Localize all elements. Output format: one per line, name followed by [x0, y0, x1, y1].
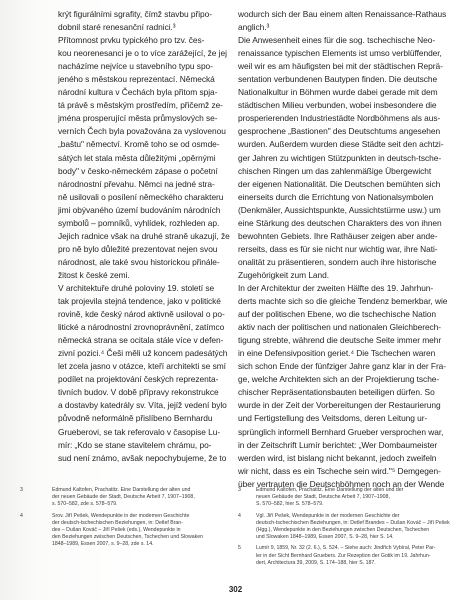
text-line: weil wir es am häufigsten bei mit der städtischen Reprä- [238, 61, 443, 72]
footnote-line: S. 570–582, hier S. 578–579. [256, 501, 324, 508]
footnote-line: Vgl. Jiří Pešek, Wendepunkte in der modernen Geschichte der [256, 512, 400, 519]
text-line: sich schon Ende der fünfziger Jahre ganz klar in der Fra- [238, 361, 447, 372]
text-line: verních Čech byla považována za vyslovenou [58, 126, 226, 137]
text-line: chischer Repräsentationsbauten beteiligen dürfen. So [238, 387, 435, 398]
text-line: wurden. Außerdem wurden diese Städte seit den achtzi- [238, 139, 444, 150]
text-line: rovině, kde český národ aktivně usiloval o po- [58, 309, 225, 320]
text-line: tivních budov. V době přípravy rekonstrukce [58, 387, 219, 398]
footnote-line: Edmund Kaltofen, Prachatitz. Eine Darstellung der alten und der [256, 487, 404, 493]
text-line: Přítomnost prvku typického pro tzv. čes- [58, 35, 205, 46]
text-line: in eine Defensivposition geriet.⁴ Die Tschechen waren [238, 348, 436, 359]
page-number: 302 [228, 585, 243, 594]
text-line: litické a národnostní zrovnoprávnění, zatímco [58, 322, 225, 333]
text-line: onalität zu präsentieren, sondern auch ihre historische [238, 256, 437, 267]
text-line: der eigenen Nationalität. Die Deutschen bemühten sich [238, 178, 441, 189]
text-line: renaissance typischen Elements ist umso verblüffender, [238, 48, 442, 59]
footnote [238, 512, 450, 542]
text-line: wodurch sich der Bau einem alten Renaissance-Rathaus [238, 9, 447, 19]
footnote-number: 5 [238, 545, 241, 552]
text-line: Jejich radnice však na druhé straně ukazují, že [58, 230, 230, 241]
text-line: auf der politischen Ebene, wo die tschechische Nation [238, 309, 437, 320]
footnote-text [52, 487, 225, 509]
german-text-column [238, 8, 448, 491]
text-line: In der Architektur der zweiten Hälfte des 19. Jahrhun- [238, 282, 434, 293]
footnote-line: (Hgg.), Wendepunkte in den Beziehungen zwischen Deutschen, Tschechen [256, 527, 430, 534]
text-line: gesprochene „Bastionen" des Deutschtums angesehen [238, 126, 441, 137]
text-line: aktiv nach der politischen und nationalen Gleichberech- [238, 322, 442, 333]
text-line: kou neorenesanci je o to více zarážející, že jej [58, 48, 227, 59]
text-line: zivní pozici.⁴ Češi měli už koncem padesátých [58, 348, 228, 359]
text-line: (Denkmäler, Aussichtspunkte, Aussichtstürme usw.) um [238, 204, 441, 215]
footnote-line: ler in der Sicht Bernhard Gruebers. Zur Rezeption der Gotik im 19. Jahrhun- [256, 552, 431, 559]
footnote [20, 513, 225, 549]
text-line: „baštu" němectví. Kromě toho se od osmde- [58, 139, 220, 150]
czech-footnotes [20, 487, 225, 553]
text-line: chischen Ringen um das zahlenmäßige Übergewicht [238, 165, 432, 176]
text-line: symbolů – pomníků, vyhlídek, rozhleden ap. [58, 217, 220, 228]
footnote-line: und Slowaken 1848–1989, Essen 2007, S. 9–28, hier S. 14. [256, 534, 394, 541]
footnote-text [52, 513, 225, 549]
text-line: in der Zeitschrift Lumír berichtet: „Wer Dombaumeister [238, 439, 438, 450]
footnote-text [256, 487, 418, 509]
text-line: nacházíme nejvíce u stavebního typu spo- [58, 61, 213, 72]
text-line: žitost k české zemi. [58, 269, 130, 280]
text-line: sátých let stala města důležitými „opěrnými [58, 152, 216, 163]
text-line: pro ně bylo důležité prezentovat nejen svou [58, 243, 218, 254]
german-footnotes [238, 487, 450, 571]
text-line: Nationalkultur in Böhmen wurde dabei gerade mit dem [238, 87, 438, 98]
footnote [20, 487, 225, 509]
text-line: Die Anwesenheit eines für die sog. tschechische Neo- [238, 35, 436, 46]
footnote-line: neuen Gebäude der Stadt, Deutsche Arbeit 7, 1907–1908, [256, 494, 390, 501]
text-line: und Fertigstellung des Veitsdoms, deren Leitung ur- [238, 413, 428, 424]
text-line: sud není známo, avšak nepochybujeme, že to [58, 452, 227, 463]
text-line: über vertrauten die Deutschböhmen noch an der Wende [238, 478, 445, 489]
text-line: ge, welche Architekten sich an der Projektierung tsche- [238, 374, 440, 385]
text-line: bewohnten Gebiets. Ihre Rathäuser zeigen aber ande- [238, 230, 438, 241]
text-line: städtischen Milieu verbunden, wobei insbesondere die [238, 100, 437, 111]
footnote-number: 3 [20, 487, 23, 493]
footnote-number: 4 [20, 512, 23, 519]
footnote-line: den Beziehungen zwischen Deutschen, Tschechen und Slowaken [52, 534, 204, 541]
text-line: německá strana se ocitala stále více v defen- [58, 335, 224, 346]
text-line: ger Jahren zu wichtigen Stützpunkten in deutsch-tsche- [238, 152, 442, 163]
text-line: V architektuře druhé poloviny 19. století se [58, 282, 215, 293]
text-line: let zcela jasno v otázce, kteří architekti se smí [58, 361, 226, 372]
footnote-line: Edmund Kaltofen, Prachatitz. Eine Darstellung der alten und [52, 487, 191, 493]
text-line: tigung strebte, während die deutsche Seite immer mehr [238, 335, 442, 346]
footnote-number: 4 [238, 512, 241, 519]
text-line: podílet na projektování českých reprezenta- [58, 374, 219, 385]
footnote-line: Srov. Jiří Pešek, Wendepunkte in der modernen Geschichte [52, 512, 190, 519]
text-line: sprünglich informell Bernhard Grueber versprochen war, [238, 426, 444, 437]
text-line: einerseits durch die Errichtung von Nationalsymbolen [238, 191, 434, 202]
text-line: werden wird, ist bislang nicht bekannt, jedoch zweifeln [238, 452, 437, 463]
text-line: původně neformálně přislíbeno Bernhardu [58, 413, 213, 424]
text-line: ně usilovali o posílení německého charakteru [58, 191, 224, 202]
footnote [238, 545, 436, 567]
text-line: Zugehörigkeit zum Land. [238, 269, 330, 280]
text-line: dobnil staré renesanční radnici.³ [58, 22, 176, 33]
text-line: jimi obývaného území budováním národních [58, 204, 221, 215]
footnote-line: s. 570–582, zde s. 578–579. [52, 501, 118, 508]
text-line: národní kultura v Čechách byla přitom spja- [58, 87, 218, 98]
text-line: jeného s městskou reprezentací. Německá [58, 74, 215, 85]
text-line: anglich.³ [238, 22, 270, 33]
text-line: wurde in der Zeit der Vorbereitungen der Restaurierung [238, 400, 441, 411]
text-line: národnostní převahu. Němci na jedné stra- [58, 178, 215, 189]
czech-text-column [58, 8, 233, 465]
footnote-line: Lumír 9, 1859, Nr. 32 (2. 6.), S. 524. – Siehe auch: Jindřich Vybíral, Peter Par- [256, 545, 436, 552]
text-line: tak projevila stejná tendence, jako v politické [58, 296, 221, 307]
text-line: wir nicht, dass es ein Tscheche sein wird."⁵ Demgegen- [238, 465, 441, 476]
text-line: Grueberovi, se tak referovalo v časopise Lu- [58, 426, 221, 437]
footnote-line: der deutsch-tschechischen Beziehungen, in: Detlef Bran- [52, 519, 183, 526]
footnote-line: 1848–1989, Essen 2007, s. 9–28, zde s. 14. [52, 541, 154, 548]
footnote-line: des – Dušan Kováč – Jiří Pešek (eds.), Wendepunkte in [52, 527, 181, 534]
text-line: body" v česko-německém zápase o početní [58, 165, 218, 176]
text-line: eine Stärkung des deutschen Charakters des von ihnen [238, 217, 442, 228]
text-line: národnost, ale také svou historickou přinále- [58, 256, 220, 267]
footnote-text [256, 545, 436, 567]
footnote-line: deutsch-tschechischen Beziehungen, in: Detlef Brandes – Dušan Kováč – Jiří Pešek [256, 519, 450, 526]
footnote [238, 487, 418, 509]
text-line: jména prosperující města průmyslových se- [58, 113, 218, 124]
footnote-line: dert, Architectura 39, 2009, S. 174–188, hier S. 187. [256, 559, 376, 566]
text-line: a dostavby katedrály sv. Víta, jejíž vedení bylo [58, 400, 227, 411]
footnote-number: 3 [238, 487, 241, 493]
footnote-text [256, 512, 450, 542]
text-line: derts machte sich so die gleiche Tendenz bemerkbar, wie [238, 296, 448, 307]
text-line: tá právě s městským prostředím, přičemž ze- [58, 100, 223, 111]
text-line: sentation verbundenen Bautypen finden. Die deutsche [238, 74, 438, 85]
text-line: prosperierenden Industriestädte Nordböhmens als aus- [238, 113, 441, 124]
text-line: mír: „Kdo se stane stavitelem chrámu, po- [58, 439, 212, 450]
text-line: krýt figurálními sgrafity, čímž stavbu připo- [58, 9, 212, 19]
text-line: rerseits, dass es für sie nicht nur wichtig war, ihre Nati- [238, 243, 438, 254]
footnote-line: der neuen Gebäude der Stadt, Deutsche Arbeit 7, 1907–1908, [52, 494, 195, 501]
